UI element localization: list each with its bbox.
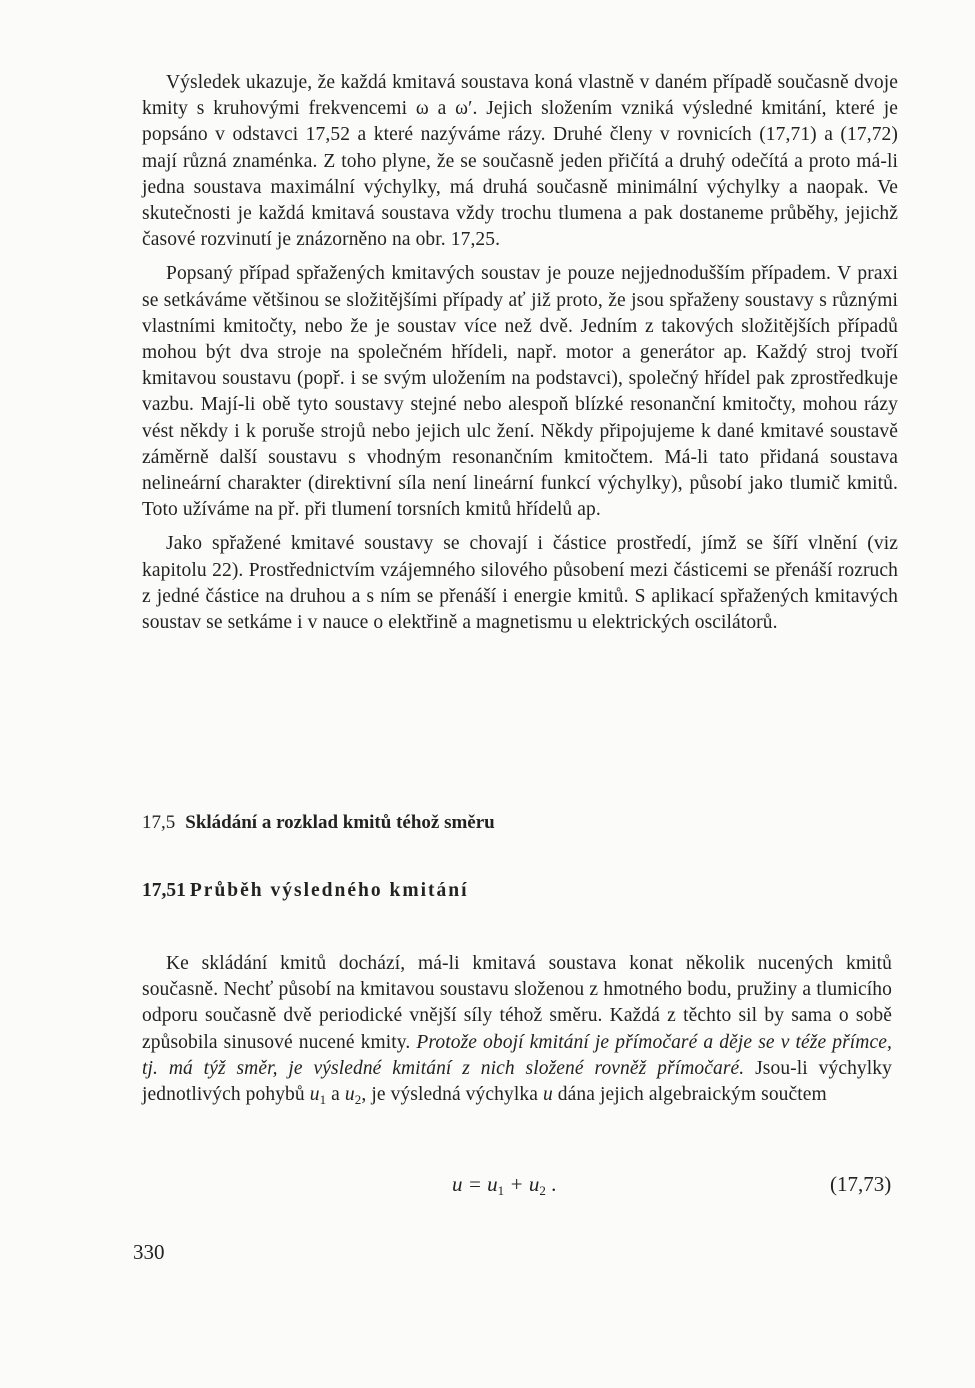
text-block-bottom (142, 951, 892, 1113)
var-u2-sub: 2 (354, 1092, 362, 1108)
equation-body (452, 1172, 556, 1199)
equation-end: . (545, 1172, 557, 1196)
section-title: Skládání a rozklad kmitů téhož směru (185, 812, 495, 833)
var-u2: u (344, 1084, 355, 1106)
paragraph-4-part3: , je výsledná výchylka (361, 1084, 543, 1106)
var-u: u (542, 1084, 553, 1106)
paragraph-1: Výsledek ukazuje, že každá kmitavá soustava koná vlastně v daném případě současně dvoje kmity s kruhovými frekvencemi ω a ω′. Jejich složením vzniká výsledné kmitání, které je popsáno v odstavci 17,52 a které nazýváme rázy. Druhé členy v rovnicích (17,71) a (17,72) mají různá znaménka. Z toho plyne, že se současně jeden přičítá a druhý odečítá a proto má-li jedna soustava maximální výchylky, má druhá současně minimální výchylky a naopak. Ve skutečnosti je každá kmitavá soustava vždy trochu tlumena a pak dostaneme průběhy, jejichž časové rozvinutí je znázorněno na obr. 17,25. (142, 72, 898, 251)
paragraph-4-and: a (326, 1084, 345, 1106)
paragraph-2: Popsaný případ spřažených kmitavých soustav je pouze nejjednodušším případem. V praxi se setkáváme většinou se složitějšími případy ať již proto, že jsou spřaženy soustavy s různými vlastními kmitočty, nebo že je soustav více než dvě. Jedním z takových složitějších případů mohou být dva stroje na společném hřídeli, např. motor a generátor ap. Každý stroj tvoří kmitavou soustavu (popř. i se svým uložením na podstavci), společný hřídel pak zprostředkuje vazbu. Mají-li obě tyto soustavy stejné nebo alespoň blízké resonanční kmitočty, mohou rázy vést někdy i k poruše strojů nebo jejich ulc žení. Někdy připojujeme k dané kmitavé soustavě záměrně další soustavu s vhodným resonančním kmitočtem. Má-li tato přidaná soustava nelineární charakter (direktivní síla není lineární funkcí výchylky), působí jako tlumič kmitů. Toto užíváme na př. při tlumení torsních kmitů hřídelů ap. (142, 263, 898, 521)
equation-sub2: 2 (539, 1183, 546, 1198)
paragraph-4 (142, 951, 892, 1113)
paragraph-4-part2: Jsou-li výchylky jednotlivých pohybů (142, 1057, 892, 1106)
paragraph-4-part4: dána jejich algebraickým součtem (552, 1084, 827, 1106)
var-u1: u (309, 1084, 320, 1106)
equation-number: (17,73) (830, 1172, 892, 1196)
section-number: 17,5 (142, 812, 176, 833)
text-block-top (142, 70, 898, 636)
var-u1-sub: 1 (319, 1092, 327, 1108)
page-number: 330 (133, 1240, 165, 1264)
paragraph-4-part1: Ke skládání kmitů dochází, má-li kmitavá soustava konat několik nucených kmitů současně. Nechť působí na kmitavou soustavu složenou z hmotného bodu, pružiny a tlumicího odporu současně dvě periodické vnější síly téhož směru. Každá z těchto sil by sama o sobě způsobila sinusové nucené kmity. (142, 953, 892, 1053)
equation-plus: + u (504, 1172, 540, 1196)
paragraph-3: Jako spřažené kmitavé soustavy se chovají i částice prostředí, jímž se šíří vlnění (viz kapitolu 22). Prostřednictvím vzájemného silového působení mezi částicemi se přenáší rozruch z jedné částice na druhou a s ním se přenáší i energie kmitů. S aplikací spřažených kmitavých soustav se setkáme i v nauce o elektřině a magnetismu u elektrických oscilátorů. (142, 533, 898, 634)
paragraph-4-italic: Protože obojí kmitání je přímočaré a děje se v téže přímce, tj. má týž směr, je výsledné kmitání z nich složené rovněž přímočaré. (142, 1031, 892, 1079)
subsection-number: 17,51 (142, 880, 186, 901)
subsection-title: Průběh výsledného kmitání (189, 880, 469, 901)
equation-lhs: u = u (452, 1172, 498, 1196)
equation-sub1: 1 (497, 1183, 505, 1198)
subsection-heading (142, 880, 469, 902)
section-heading (142, 812, 495, 834)
